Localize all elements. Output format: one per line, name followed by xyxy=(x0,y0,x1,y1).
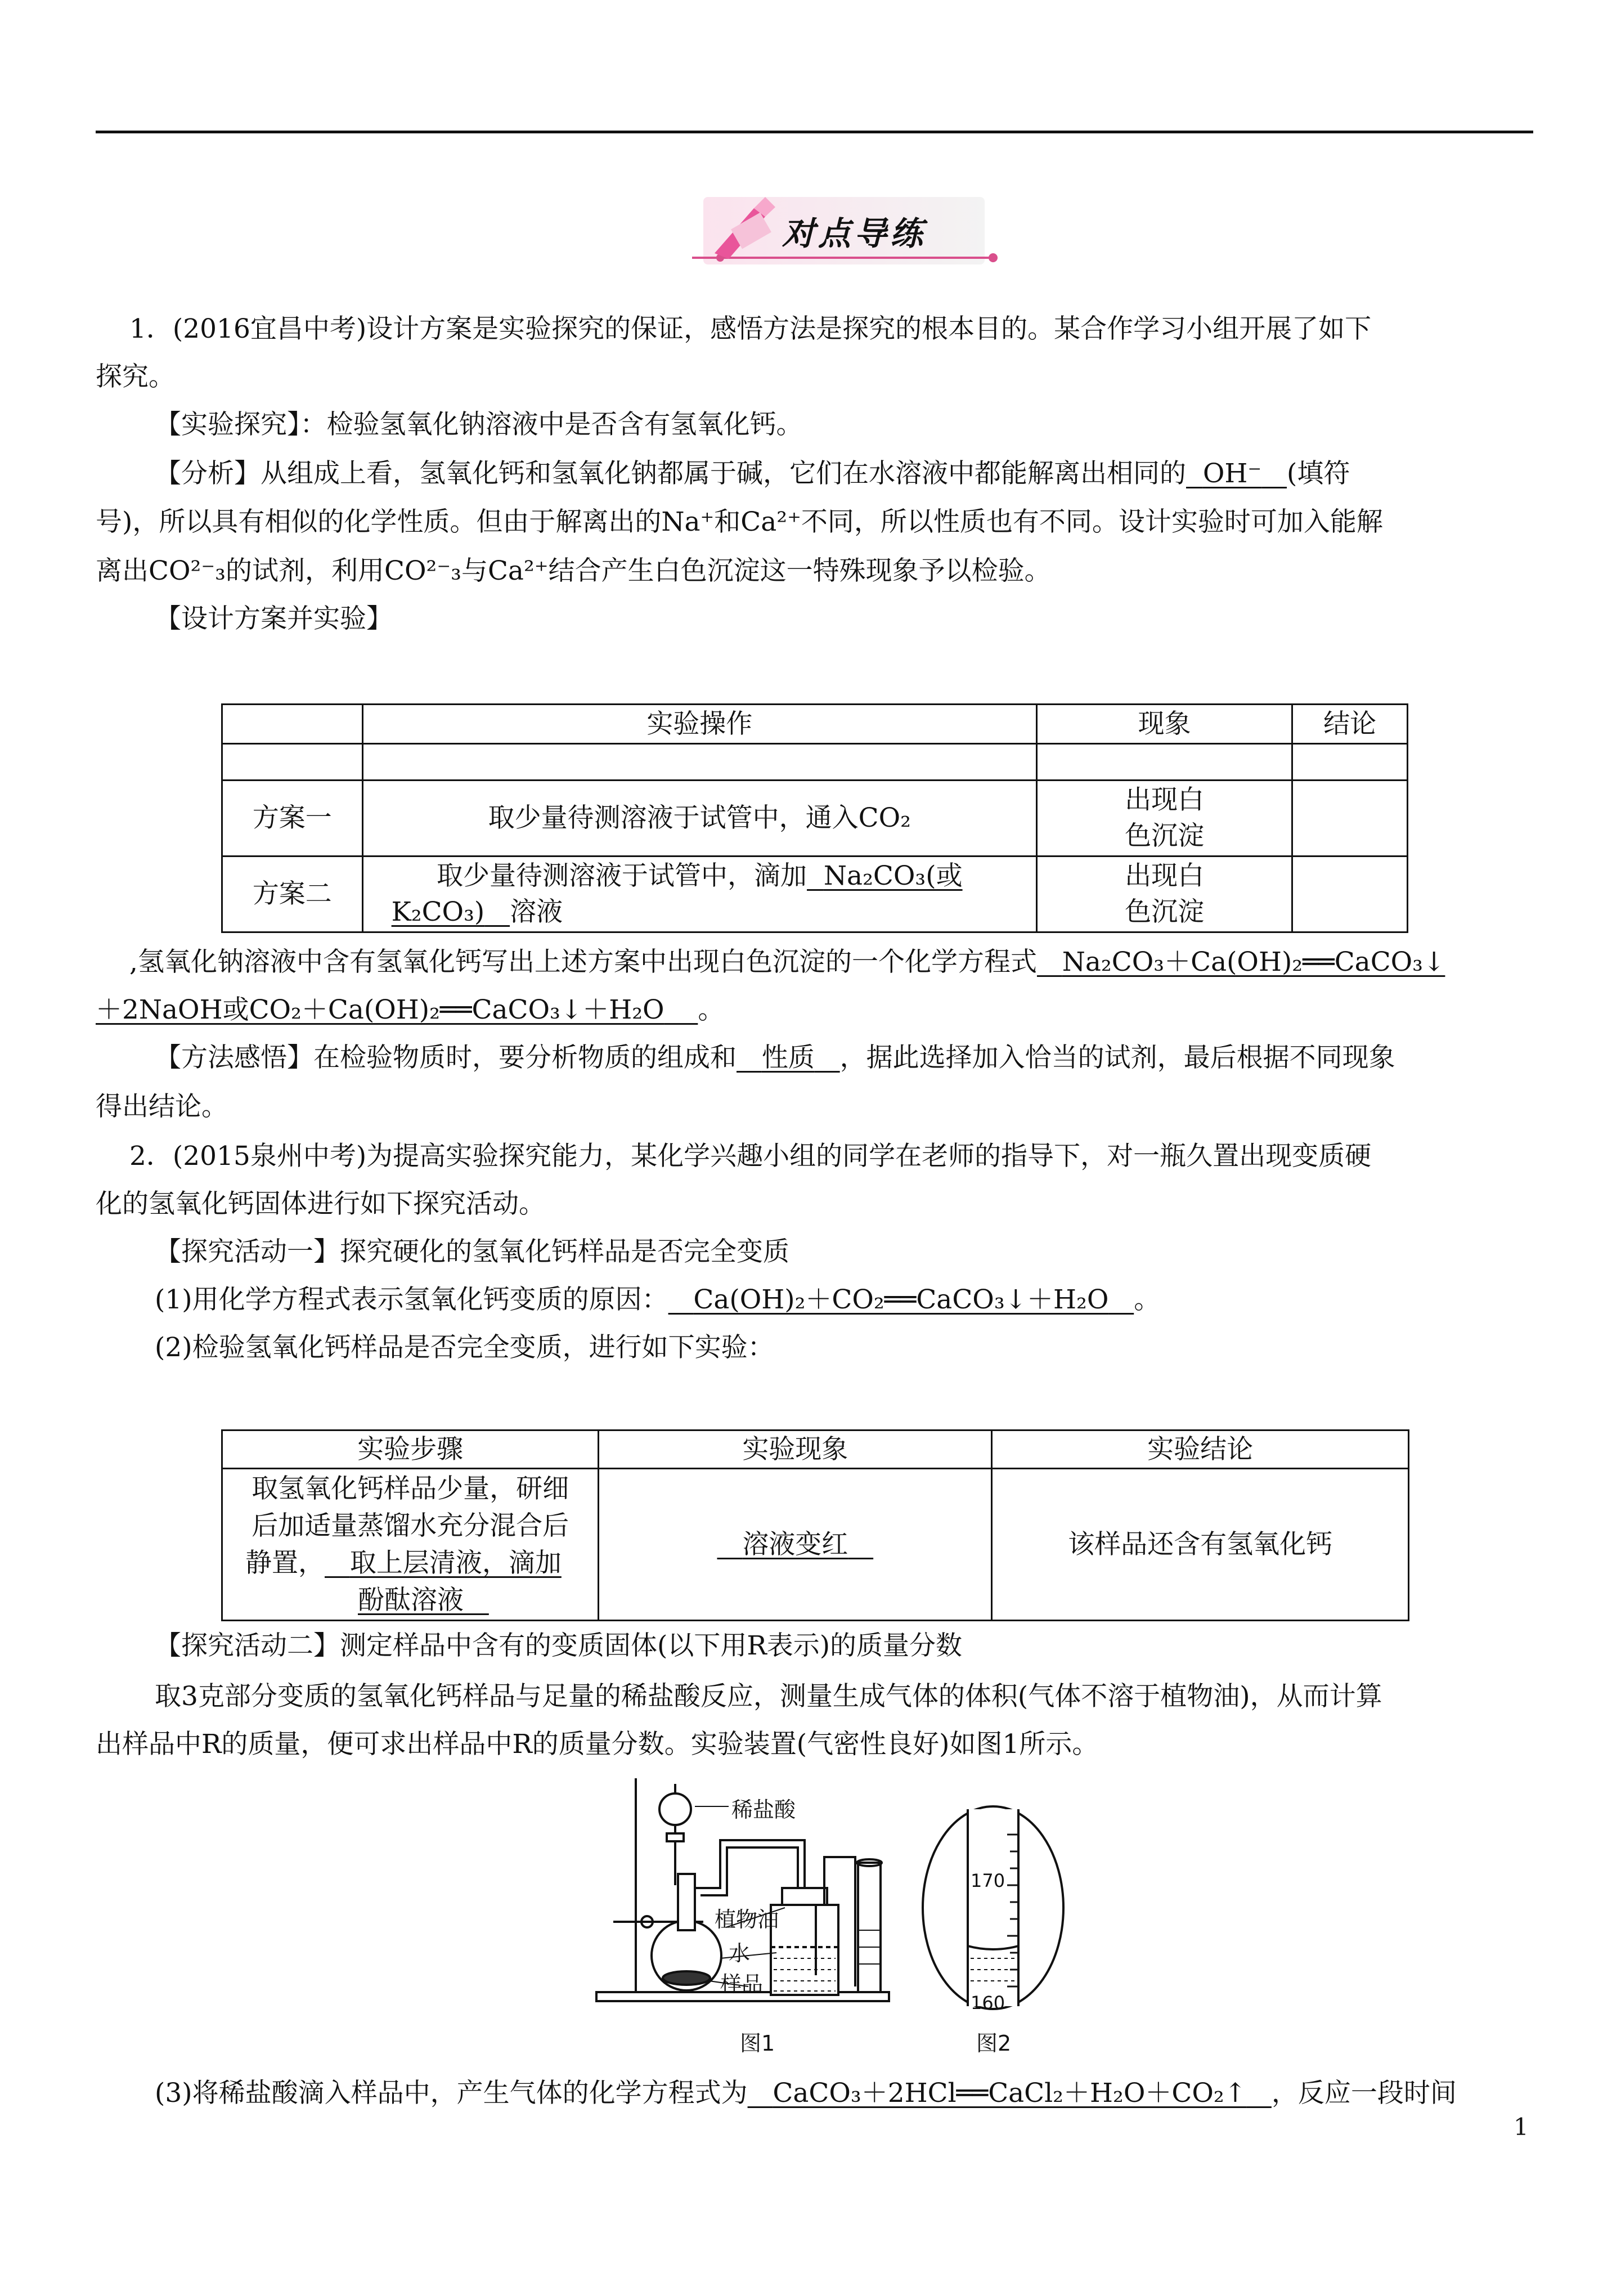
header-cell: 实验操作 xyxy=(362,705,1036,744)
q1-analysis-line2: 号)，所以具有相似的化学性质。但由于解离出的Na⁺和Ca²⁺不同，所以性质也有不同。设计实验时可加入能解 xyxy=(96,506,1383,537)
tick-170: 170 xyxy=(971,1870,1005,1891)
plan-name: 方案一 xyxy=(222,781,363,856)
table-header-row xyxy=(222,705,1408,744)
caption-fig1: 图1 xyxy=(740,2031,775,2056)
table-row xyxy=(222,856,1408,932)
answer-blank-step: 取上层清液，滴加 xyxy=(349,1547,562,1578)
label-sample: 样品 xyxy=(720,1972,764,1997)
banner-title: 对点导练 xyxy=(782,214,927,253)
header-cell: 结论 xyxy=(1292,705,1408,744)
q2-act1-title: 【探究活动一】探究硬化的氢氧化钙样品是否完全变质 xyxy=(155,1236,789,1267)
q1-table xyxy=(221,703,1408,933)
analysis-text-b: (填符 xyxy=(1287,458,1350,489)
table-header-row xyxy=(222,1430,1409,1469)
answer-blank-equation: Na₂CO₃＋Ca(OH)₂══CaCO₃↓ xyxy=(1062,947,1445,977)
header-cell: 实验步骤 xyxy=(222,1430,599,1469)
q2-line2: 化的氢氧化钙固体进行如下探究活动。 xyxy=(96,1189,545,1219)
answer-blank-step-cont: 酚酞溶液 xyxy=(358,1584,464,1616)
q1-line2: 探究。 xyxy=(96,361,175,392)
answer-blank-na2co3: Na₂CO₃(或 xyxy=(823,860,963,891)
table-row xyxy=(222,1469,1409,1621)
plan-conclusion xyxy=(1292,856,1408,932)
step-cell: 取氢氧化钙样品少量，研细 后加适量蒸馏水充分混合后 静置， 取上层清液，滴加 酚酞溶液 xyxy=(222,1469,599,1621)
q1-method-line1: 【方法感悟】在检验物质时，要分析物质的组成和 性质 ，据此选择加入恰当的试剂，最后根据不同现象 xyxy=(155,1042,1395,1073)
table-row xyxy=(222,744,1408,781)
answer-blank-oh: OH⁻ xyxy=(1202,458,1262,489)
q1-method-line2: 得出结论。 xyxy=(96,1091,228,1122)
answer-blank-property: 性质 xyxy=(761,1042,815,1073)
tick-160: 160 xyxy=(971,1992,1005,2014)
page-number: 1 xyxy=(1514,2113,1529,2141)
q2-act2-line1: 取3克部分变质的氢氧化钙样品与足量的稀盐酸反应，测量生成气体的体积(气体不溶于植物油)，从而计算 xyxy=(155,1681,1382,1712)
answer-blank-k2co3: K₂CO₃) xyxy=(391,896,485,927)
apparatus-diagram xyxy=(591,1767,1097,2060)
header-cell: 实验结论 xyxy=(992,1430,1409,1469)
q2-sub1: (1)用化学方程式表示氢氧化钙变质的原因： Ca(OH)₂＋CO₂══CaCO₃↓＋H₂O 。 xyxy=(155,1284,1161,1315)
plan-operation: 取少量待测溶液于试管中，滴加 Na₂CO₃(或 K₂CO₃) 溶液 xyxy=(362,856,1036,932)
label-water: 水 xyxy=(729,1941,751,1966)
q1-line1: 1．(2016宜昌中考)设计方案是实验探究的保证，感悟方法是探究的根本目的。某合作学习小组开展了如下 xyxy=(129,313,1372,344)
header-cell: 实验现象 xyxy=(599,1430,992,1469)
q2-line1: 2．(2015泉州中考)为提高实验探究能力，某化学兴趣小组的同学在老师的指导下，对一瓶久置出现变质硬 xyxy=(129,1141,1372,1172)
answer-blank-equation-cont: ＋2NaOH或CO₂＋Ca(OH)₂══CaCO₃↓＋H₂O xyxy=(96,994,664,1025)
top-rule xyxy=(96,131,1533,133)
q2-act2-title: 【探究活动二】测定样品中含有的变质固体(以下用R表示)的质量分数 xyxy=(155,1630,963,1661)
plan-phenomenon: 出现白 色沉淀 xyxy=(1036,781,1292,856)
q2-sub2: (2)检验氢氧化钙样品是否完全变质，进行如下实验： xyxy=(155,1332,774,1363)
label-oil: 植物油 xyxy=(715,1907,779,1932)
q1-design-title: 【设计方案并实验】 xyxy=(155,603,393,634)
analysis-text-a: 【分析】从组成上看，氢氧化钙和氢氧化钠都属于碱，它们在水溶液中都能解离出相同的 xyxy=(155,458,1186,489)
label-acid: 稀盐酸 xyxy=(731,1797,796,1822)
conclusion-cell: 该样品还含有氢氧化钙 xyxy=(992,1469,1409,1621)
q1-equation-line2: ＋2NaOH或CO₂＋Ca(OH)₂══CaCO₃↓＋H₂O 。 xyxy=(96,994,725,1025)
q1-equation-line1: ,氢氧化钠溶液中含有氢氧化钙写出上述方案中出现白色沉淀的一个化学方程式 Na₂CO₃＋Ca(OH)₂══CaCO₃↓ xyxy=(129,947,1445,977)
answer-blank-phenomenon: 溶液变红 xyxy=(742,1528,848,1560)
table-row xyxy=(222,781,1408,856)
answer-blank-q2-1: Ca(OH)₂＋CO₂══CaCO₃↓＋H₂O xyxy=(693,1284,1109,1315)
q2-sub3: (3)将稀盐酸滴入样品中，产生气体的化学方程式为 CaCO₃＋2HCl══CaCl₂＋H₂O＋CO₂↑ ，反应一段时间 xyxy=(155,2078,1457,2109)
q1-exp-title: 【实验探究】：检验氢氧化钠溶液中是否含有氢氧化钙。 xyxy=(155,409,803,440)
header-cell: 现象 xyxy=(1036,705,1292,744)
section-banner xyxy=(686,186,1002,276)
q1-analysis-line1 xyxy=(155,457,1350,491)
header-cell xyxy=(222,705,363,744)
q1-analysis-line3: 离出CO²⁻₃的试剂，利用CO²⁻₃与Ca²⁺结合产生白色沉淀这一特殊现象予以检验。 xyxy=(96,555,1051,586)
plan-phenomenon: 出现白 色沉淀 xyxy=(1036,856,1292,932)
plan-operation: 取少量待测溶液于试管中，通入CO₂ xyxy=(362,781,1036,856)
apparatus-figure xyxy=(591,1767,1097,2060)
caption-fig2: 图2 xyxy=(976,2031,1012,2056)
q2-table xyxy=(221,1429,1409,1621)
plan-conclusion xyxy=(1292,781,1408,856)
phenomenon-cell xyxy=(599,1469,992,1621)
plan-name: 方案二 xyxy=(222,856,363,932)
answer-blank-q2-3: CaCO₃＋2HCl══CaCl₂＋H₂O＋CO₂↑ xyxy=(773,2078,1247,2109)
q2-act2-line2: 出样品中R的质量，便可求出样品中R的质量分数。实验装置(气密性良好)如图1所示。 xyxy=(96,1729,1099,1760)
